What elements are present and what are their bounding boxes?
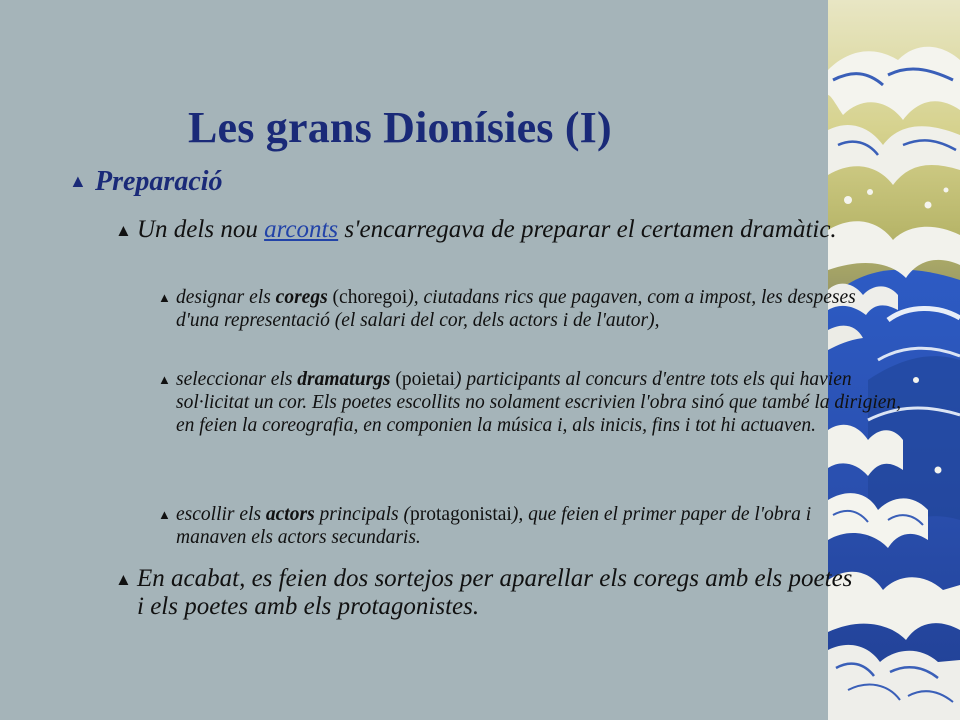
sub-item-actors bbox=[158, 503, 881, 549]
sub-item-text: ) participants al concurs d'entre tots els qui havien sol·licitat un cor. Els poetes escollits no solament escrivien l'obra sinó que també la dirigien, en feien la coreografia, en componien la música i, als inicis, fins i tot hi actuaven. bbox=[176, 369, 902, 436]
keyword: dramaturgs bbox=[297, 369, 391, 390]
sub-item-text: designar els bbox=[176, 287, 276, 308]
caret-bullet-icon: ▲ bbox=[158, 507, 171, 522]
caret-bullet-icon: ▲ bbox=[69, 171, 87, 191]
keyword: coregs bbox=[275, 287, 328, 308]
sub-item-text: ( bbox=[390, 369, 402, 390]
caret-bullet-icon: ▲ bbox=[158, 290, 171, 305]
caret-bullet-icon: ▲ bbox=[158, 372, 171, 387]
sub-item-text: principals ( bbox=[314, 504, 410, 525]
item-text: s'encarregava de preparar el certamen dramàtic. bbox=[338, 216, 837, 243]
greek-term: poietai bbox=[401, 369, 455, 390]
sub-item-text: ( bbox=[327, 287, 340, 308]
sub-item-text: ), ciutadans rics que pagaven, com a impost, les despeses d'una representació (el salari del cor, dels actors i de l'autor), bbox=[176, 287, 856, 331]
greek-term: choregoi bbox=[339, 287, 408, 308]
sub-item-dramaturgs bbox=[158, 368, 911, 437]
sub-item-coregs bbox=[158, 286, 876, 332]
caret-bullet-icon: ▲ bbox=[115, 221, 132, 240]
sub-item-text: seleccionar els bbox=[176, 369, 298, 390]
sub-item-text: escollir els bbox=[176, 504, 266, 525]
caret-bullet-icon: ▲ bbox=[115, 570, 132, 589]
section-heading bbox=[69, 166, 223, 198]
arconts-link[interactable]: arconts bbox=[264, 216, 339, 243]
item-text: Un dels nou bbox=[137, 216, 265, 243]
keyword: actors bbox=[265, 504, 315, 525]
item-text: En acabat, es feien dos sortejos per aparellar els coregs amb els poetes i els poetes amb els protagonistes. bbox=[137, 565, 853, 620]
list-item-arconts bbox=[115, 216, 837, 244]
list-item-sortejos bbox=[115, 565, 857, 621]
sub-item-text: ), que feien el primer paper de l'obra i manaven els actors secundaris. bbox=[176, 504, 812, 548]
section-heading-text: Preparació bbox=[95, 166, 223, 197]
slide-title: Les grans Dionísies (I) bbox=[188, 103, 612, 152]
greek-term: protagonistai bbox=[410, 504, 512, 525]
